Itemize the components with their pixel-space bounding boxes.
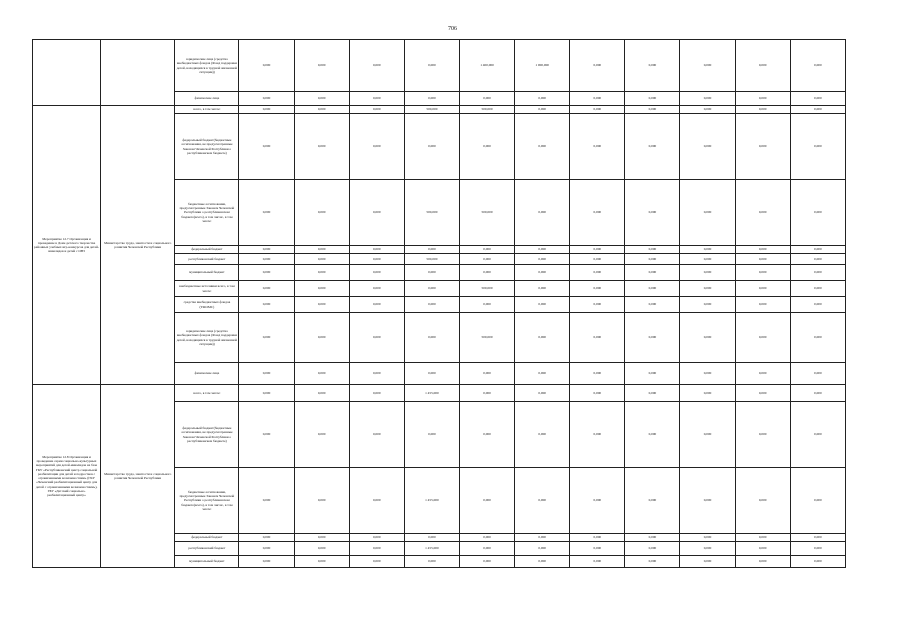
value-cell: 0,000 xyxy=(239,40,294,92)
value-cell: 0,000 xyxy=(735,180,790,246)
value-cell: 0,000 xyxy=(349,246,404,254)
value-cell: 0,000 xyxy=(680,40,735,92)
value-cell: 0,000 xyxy=(790,534,845,542)
value-cell: 0,000 xyxy=(680,313,735,363)
value-cell: 0,000 xyxy=(570,92,625,106)
value-cell: 0,000 xyxy=(570,542,625,556)
value-cell: 0,000 xyxy=(239,281,294,297)
value-cell: 0,000 xyxy=(790,246,845,254)
value-cell: 0,000 xyxy=(790,385,845,402)
value-cell: 0,000 xyxy=(294,106,349,114)
value-cell: 0,000 xyxy=(239,542,294,556)
value-cell: 0,000 xyxy=(349,254,404,265)
measure-cell-empty xyxy=(33,40,101,106)
funding-source-cell: физические лица xyxy=(175,92,239,106)
value-cell: 0,000 xyxy=(570,265,625,281)
value-cell: 0,000 xyxy=(680,281,735,297)
value-cell: 0,000 xyxy=(239,468,294,534)
value-cell: 1 455,000 xyxy=(404,385,459,402)
value-cell: 0,000 xyxy=(349,92,404,106)
value-cell: 0,000 xyxy=(735,534,790,542)
value-cell: 0,000 xyxy=(404,246,459,254)
value-cell: 0,000 xyxy=(294,297,349,313)
value-cell: 0,000 xyxy=(349,281,404,297)
value-cell: 0,000 xyxy=(790,40,845,92)
value-cell: 0,000 xyxy=(735,281,790,297)
value-cell: 0,000 xyxy=(459,114,514,180)
value-cell: 0,000 xyxy=(625,254,680,265)
value-cell: 0,000 xyxy=(404,402,459,468)
value-cell: 0,000 xyxy=(570,385,625,402)
value-cell: 0,000 xyxy=(680,246,735,254)
value-cell: 0,000 xyxy=(459,542,514,556)
value-cell: 0,000 xyxy=(515,265,570,281)
value-cell: 0,000 xyxy=(349,40,404,92)
value-cell: 0,000 xyxy=(790,468,845,534)
value-cell: 0,000 xyxy=(349,106,404,114)
value-cell: 0,000 xyxy=(459,92,514,106)
funding-source-cell: муниципальный бюджет xyxy=(175,556,239,568)
value-cell: 0,000 xyxy=(404,297,459,313)
value-cell: 0,000 xyxy=(515,92,570,106)
value-cell: 0,000 xyxy=(680,468,735,534)
value-cell: 0,000 xyxy=(790,254,845,265)
value-cell: 0,000 xyxy=(790,363,845,385)
value-cell: 0,000 xyxy=(570,297,625,313)
value-cell: 500,000 xyxy=(459,180,514,246)
funding-source-cell: республиканский бюджет xyxy=(175,254,239,265)
value-cell: 0,000 xyxy=(239,114,294,180)
value-cell: 0,000 xyxy=(294,542,349,556)
value-cell: 0,000 xyxy=(735,556,790,568)
value-cell: 0,000 xyxy=(625,468,680,534)
value-cell: 0,000 xyxy=(790,92,845,106)
value-cell: 0,000 xyxy=(515,180,570,246)
value-cell: 0,000 xyxy=(680,534,735,542)
value-cell: 0,000 xyxy=(294,254,349,265)
funding-source-cell: всего, в том числе: xyxy=(175,106,239,114)
budget-table xyxy=(32,39,846,568)
value-cell: 0,000 xyxy=(625,106,680,114)
value-cell: 1 455,000 xyxy=(404,542,459,556)
value-cell: 0,000 xyxy=(790,114,845,180)
value-cell: 0,000 xyxy=(239,313,294,363)
value-cell: 0,000 xyxy=(625,297,680,313)
value-cell: 0,000 xyxy=(625,40,680,92)
table-row xyxy=(33,40,846,92)
value-cell: 0,000 xyxy=(735,40,790,92)
value-cell: 0,000 xyxy=(459,402,514,468)
value-cell: 0,000 xyxy=(570,254,625,265)
value-cell: 500,000 xyxy=(404,180,459,246)
value-cell: 0,000 xyxy=(680,254,735,265)
value-cell: 0,000 xyxy=(625,265,680,281)
value-cell: 0,000 xyxy=(735,363,790,385)
measure-cell: Мероприятие 12.8 Организация и проведение серии социально-культурных мероприятий для детей-инвалидов на базе ГКУ «Республиканский центр социальной реабилитации для детей и подростков с ограниченными возможностями» (ГКУ «Чеченский реабилитационный центр для детей с ограниченными возможностями»), ГБУ «Детский социально-реабилитационный центр» xyxy=(33,385,101,568)
value-cell: 0,000 xyxy=(239,297,294,313)
value-cell: 0,000 xyxy=(515,246,570,254)
value-cell: 0,000 xyxy=(404,281,459,297)
funding-source-cell: физические лица xyxy=(175,363,239,385)
value-cell: 0,000 xyxy=(404,265,459,281)
value-cell: 0,000 xyxy=(404,40,459,92)
value-cell: 1 455,000 xyxy=(404,468,459,534)
value-cell: 0,000 xyxy=(459,385,514,402)
value-cell: 0,000 xyxy=(239,180,294,246)
value-cell: 0,000 xyxy=(625,313,680,363)
measure-cell: Мероприятие 12.7 Организация и проведение в Доме детского творчества районных учебных игр-конкурсов для детей-инвалидов и детей с ОВЗ xyxy=(33,106,101,385)
value-cell: 0,000 xyxy=(294,114,349,180)
value-cell: 0,000 xyxy=(790,297,845,313)
value-cell: 0,000 xyxy=(515,254,570,265)
value-cell: 0,000 xyxy=(459,265,514,281)
value-cell: 0,000 xyxy=(735,246,790,254)
value-cell: 0,000 xyxy=(680,92,735,106)
funding-source-cell: федеральный бюджет xyxy=(175,534,239,542)
value-cell: 0,000 xyxy=(625,363,680,385)
value-cell: 0,000 xyxy=(294,180,349,246)
funding-source-cell: федеральный бюджет xyxy=(175,246,239,254)
value-cell: 0,000 xyxy=(515,313,570,363)
value-cell: 0,000 xyxy=(625,114,680,180)
value-cell: 0,000 xyxy=(515,363,570,385)
value-cell: 0,000 xyxy=(680,265,735,281)
funding-source-cell: внебюджетные источники всего, в том числе: xyxy=(175,281,239,297)
value-cell: 0,000 xyxy=(625,246,680,254)
funding-source-cell: федеральный бюджет(бюджетные ассигнования, не предусмотренные Законом Чеченской Республики о республиканском бюджете) xyxy=(175,114,239,180)
value-cell: 0,000 xyxy=(570,106,625,114)
value-cell: 0,000 xyxy=(735,468,790,534)
value-cell: 0,000 xyxy=(459,246,514,254)
value-cell: 0,000 xyxy=(735,297,790,313)
funding-source-cell: всего, в том числе: xyxy=(175,385,239,402)
value-cell: 0,000 xyxy=(294,313,349,363)
value-cell: 0,000 xyxy=(294,556,349,568)
value-cell: 0,000 xyxy=(680,402,735,468)
value-cell: 0,000 xyxy=(459,297,514,313)
executor-cell: Министерство труда, занятости и социального развития Чеченской Республики xyxy=(101,106,175,385)
value-cell: 0,000 xyxy=(680,180,735,246)
value-cell: 0,000 xyxy=(790,313,845,363)
value-cell: 0,000 xyxy=(349,542,404,556)
funding-source-cell: бюджетные ассигнования, предусмотренные Законом Чеченской Республики о республиканском бюджете(всего), в том числе:, в том числе: xyxy=(175,468,239,534)
value-cell: 0,000 xyxy=(515,542,570,556)
value-cell: 1 400,000 xyxy=(459,40,514,92)
value-cell: 0,000 xyxy=(459,534,514,542)
value-cell: 500,000 xyxy=(459,313,514,363)
value-cell: 0,000 xyxy=(239,363,294,385)
value-cell: 0,000 xyxy=(349,363,404,385)
value-cell: 0,000 xyxy=(294,402,349,468)
value-cell: 0,000 xyxy=(625,556,680,568)
value-cell: 0,000 xyxy=(515,385,570,402)
value-cell: 0,000 xyxy=(625,385,680,402)
value-cell: 0,000 xyxy=(349,385,404,402)
value-cell: 0,000 xyxy=(735,114,790,180)
value-cell: 0,000 xyxy=(625,92,680,106)
value-cell: 0,000 xyxy=(790,556,845,568)
value-cell: 0,000 xyxy=(515,297,570,313)
value-cell: 0,000 xyxy=(349,297,404,313)
value-cell: 0,000 xyxy=(349,265,404,281)
value-cell: 0,000 xyxy=(735,542,790,556)
executor-cell: Министерство труда, занятости и социального развития Чеченской Республики xyxy=(101,385,175,568)
value-cell: 0,000 xyxy=(515,468,570,534)
value-cell: 0,000 xyxy=(239,556,294,568)
value-cell: 0,000 xyxy=(735,313,790,363)
value-cell: 0,000 xyxy=(570,281,625,297)
funding-source-cell: юридические лица (средства внебюджетных фондов (Фонд поддержки детей, находящихся в трудной жизненной ситуации)) xyxy=(175,313,239,363)
value-cell: 0,000 xyxy=(294,534,349,542)
value-cell: 0,000 xyxy=(735,92,790,106)
value-cell: 0,000 xyxy=(570,534,625,542)
value-cell: 0,000 xyxy=(239,246,294,254)
funding-source-cell: юридические лица (средства внебюджетных фондов (Фонд поддержки детей, находящихся в трудной жизненной ситуации)) xyxy=(175,40,239,92)
value-cell: 0,000 xyxy=(349,534,404,542)
value-cell: 0,000 xyxy=(570,40,625,92)
value-cell: 0,000 xyxy=(294,363,349,385)
value-cell: 0,000 xyxy=(790,106,845,114)
value-cell: 0,000 xyxy=(625,534,680,542)
value-cell: 0,000 xyxy=(294,385,349,402)
value-cell: 1 000,000 xyxy=(515,40,570,92)
table-row xyxy=(33,385,846,402)
value-cell: 0,000 xyxy=(570,556,625,568)
table-row xyxy=(33,106,846,114)
page-number: 706 xyxy=(448,26,457,32)
value-cell: 500,000 xyxy=(459,106,514,114)
value-cell: 0,000 xyxy=(404,534,459,542)
value-cell: 0,000 xyxy=(294,281,349,297)
value-cell: 0,000 xyxy=(570,114,625,180)
value-cell: 0,000 xyxy=(239,265,294,281)
funding-source-cell: средства внебюджетных фондов (ТФОМС) xyxy=(175,297,239,313)
value-cell: 0,000 xyxy=(404,313,459,363)
value-cell: 0,000 xyxy=(570,246,625,254)
value-cell: 0,000 xyxy=(294,40,349,92)
value-cell: 500,000 xyxy=(459,281,514,297)
value-cell: 0,000 xyxy=(790,265,845,281)
value-cell: 0,000 xyxy=(625,542,680,556)
value-cell: 0,000 xyxy=(404,92,459,106)
value-cell: 0,000 xyxy=(570,402,625,468)
value-cell: 0,000 xyxy=(239,106,294,114)
value-cell: 0,000 xyxy=(790,542,845,556)
value-cell: 0,000 xyxy=(515,281,570,297)
value-cell: 0,000 xyxy=(515,402,570,468)
value-cell: 0,000 xyxy=(515,556,570,568)
value-cell: 500,000 xyxy=(404,254,459,265)
value-cell: 0,000 xyxy=(294,92,349,106)
value-cell: 0,000 xyxy=(735,254,790,265)
value-cell: 0,000 xyxy=(680,297,735,313)
value-cell: 0,000 xyxy=(459,254,514,265)
value-cell: 0,000 xyxy=(239,92,294,106)
value-cell: 0,000 xyxy=(459,556,514,568)
value-cell: 0,000 xyxy=(680,114,735,180)
value-cell: 0,000 xyxy=(404,114,459,180)
value-cell: 0,000 xyxy=(790,180,845,246)
funding-source-cell: муниципальный бюджет xyxy=(175,265,239,281)
value-cell: 0,000 xyxy=(625,402,680,468)
value-cell: 0,000 xyxy=(515,114,570,180)
value-cell: 0,000 xyxy=(294,246,349,254)
value-cell: 0,000 xyxy=(459,468,514,534)
value-cell: 500,000 xyxy=(404,106,459,114)
value-cell: 0,000 xyxy=(790,281,845,297)
value-cell: 0,000 xyxy=(294,468,349,534)
value-cell: 0,000 xyxy=(735,106,790,114)
value-cell: 0,000 xyxy=(515,534,570,542)
funding-source-cell: республиканский бюджет xyxy=(175,542,239,556)
value-cell: 0,000 xyxy=(349,556,404,568)
value-cell: 0,000 xyxy=(459,363,514,385)
funding-source-cell: федеральный бюджет(бюджетные ассигнования, не предусмотренные Законом Чеченской Республики о республиканском бюджете) xyxy=(175,402,239,468)
value-cell: 0,000 xyxy=(570,180,625,246)
value-cell: 0,000 xyxy=(239,534,294,542)
value-cell: 0,000 xyxy=(349,313,404,363)
value-cell: 0,000 xyxy=(239,402,294,468)
value-cell: 0,000 xyxy=(349,402,404,468)
value-cell: 0,000 xyxy=(680,556,735,568)
value-cell: 0,000 xyxy=(515,106,570,114)
value-cell: 0,000 xyxy=(790,402,845,468)
value-cell: 0,000 xyxy=(570,363,625,385)
executor-cell-empty xyxy=(101,40,175,106)
value-cell: 0,000 xyxy=(735,265,790,281)
value-cell: 0,000 xyxy=(239,385,294,402)
value-cell: 0,000 xyxy=(349,180,404,246)
value-cell: 0,000 xyxy=(735,385,790,402)
value-cell: 0,000 xyxy=(625,281,680,297)
value-cell: 0,000 xyxy=(349,114,404,180)
value-cell: 0,000 xyxy=(294,265,349,281)
value-cell: 0,000 xyxy=(570,468,625,534)
value-cell: 0,000 xyxy=(680,542,735,556)
value-cell: 0,000 xyxy=(625,180,680,246)
value-cell: 0,000 xyxy=(680,363,735,385)
value-cell: 0,000 xyxy=(404,556,459,568)
value-cell: 0,000 xyxy=(349,468,404,534)
funding-source-cell: бюджетные ассигнования, предусмотренные Законом Чеченской Республики о республиканском бюджете(всего), в том числе:, в том числе: xyxy=(175,180,239,246)
value-cell: 0,000 xyxy=(680,385,735,402)
value-cell: 0,000 xyxy=(570,313,625,363)
value-cell: 0,000 xyxy=(735,402,790,468)
value-cell: 0,000 xyxy=(680,106,735,114)
value-cell: 0,000 xyxy=(239,254,294,265)
value-cell: 0,000 xyxy=(404,363,459,385)
